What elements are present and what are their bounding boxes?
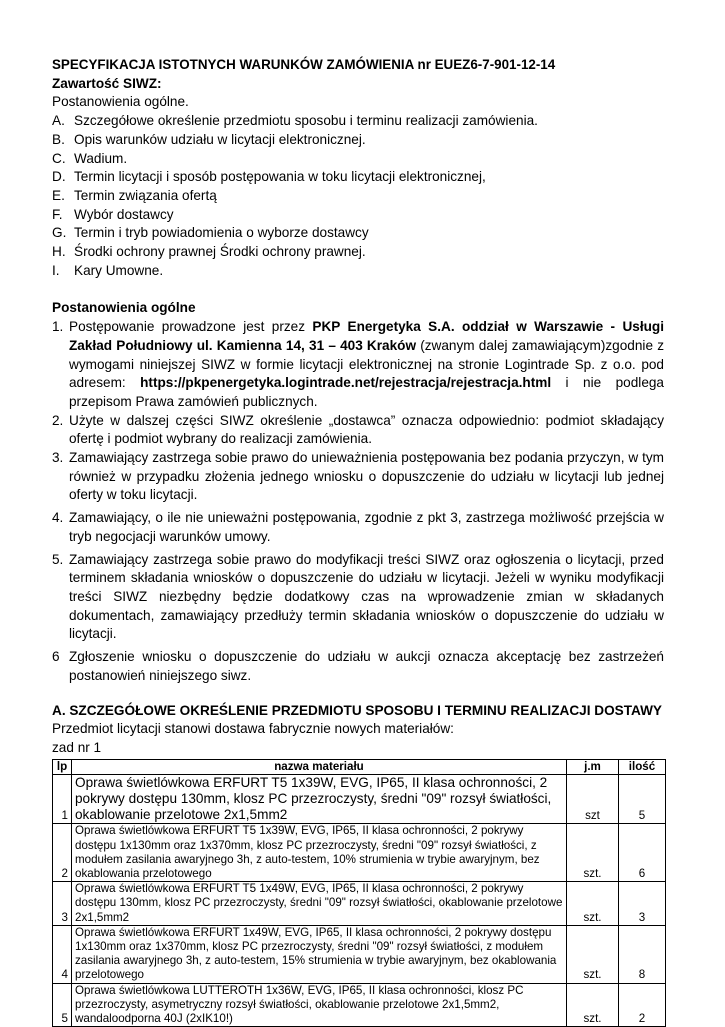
toc-text: Wadium. [74,150,128,166]
cell-name: Oprawa świetlówkowa LUTTEROTH 1x36W, EVG, IP65, II klasa ochronności, klosz PC przezroczysty, asymetryczny rozsył światłości, okablowanie przelotowe 2x1,5mm2, wandaloodporna 40J (2xIK10!) [72,983,567,1027]
document-page [52,56,664,1027]
column-header-name: nazwa materiału [72,759,567,774]
item-number: 1. [52,319,64,335]
table-row [53,983,666,1027]
item-text: Postępowanie prowadzone jest przez PKP Energetyka S.A. oddział w Warszawie - Usługi Zakład Południowy ul. Kamienna 14, 31 – 403 Kraków (zwanym dalej zamawiającym)zgodnie z wymogami niniejszej SIWZ w formie licytacji elektronicznej na stronie Logintrade Sp. z o.o. pod adresem: https://pkpenergetyka.logintrade.net/rejestracja/rejestracja.html i nie podlega przepisom Prawa zamówień publicznych. [69,319,664,409]
cell-quantity: 5 [619,774,666,824]
toc-marker: B. [52,131,65,147]
toc-text: Kary Umowne. [74,262,164,278]
general-item [52,509,664,546]
cell-name: Oprawa świetlówkowa ERFURT T5 1x39W, EVG, IP65, II klasa ochronności, 2 pokrywy dostępu 1x130mm oraz 1x370mm, klosz PC przezroczysty, średni "09" rozsył światłości, z modułem zasilania awaryjnego 3h, z auto-testem, 10% strumienia w trybie awaryjnym, bez okablowania przelotowego [72,824,567,882]
item-text: Zgłoszenie wniosku o dopuszczenie do udziału w aukcji oznacza akceptację bez zastrzeżeń postanowień niniejszego siwz. [69,649,664,683]
general-provisions-line: Postanowienia ogólne. [52,94,189,110]
toc-text: Środki ochrony prawnej Środki ochrony prawnej. [74,244,366,260]
general-item [52,318,664,412]
toc-marker: G. [52,225,67,241]
cell-name: Oprawa świetlówkowa ERFURT T5 1x49W, EVG, IP65, II klasa ochronności, 2 pokrywy dostępu 130mm, klosz PC przezroczysty, średni "09" rozsył światłości, okablowanie przelotowe 2x1,5mm2 [72,882,567,926]
toc-text: Szczegółowe określenie przedmiotu sposobu i terminu realizacji zamówienia. [74,113,538,129]
toc-item [52,131,664,150]
table-row [53,925,666,983]
toc-marker: I. [52,262,60,278]
item-text: Użyte w dalszej części SIWZ określenie „dostawca” oznacza odpowiednio: podmiot składający ofertę i podmiot wybrany do realizacji zamówienia. [69,412,664,447]
toc-item [52,206,664,225]
toc-text: Wybór dostawcy [74,206,174,222]
toc-item [52,224,664,243]
toc-marker: C. [52,150,66,166]
item-number: 2. [52,412,64,428]
general-item [52,412,664,449]
column-header-quantity: ilość [619,759,666,774]
toc-item [52,243,664,262]
cell-unit: szt [567,774,619,824]
toc-item [52,187,664,206]
toc-text: Termin związania ofertą [74,187,217,203]
table-of-contents [52,112,664,280]
toc-marker: H. [52,244,66,260]
section-a-heading: A. SZCZEGÓŁOWE OKREŚLENIE PRZEDMIOTU SPOSOBU I TERMINU REALIZACJI DOSTAWY [52,702,662,718]
cell-quantity: 8 [619,925,666,983]
cell-lp: 3 [53,882,72,926]
task-label: zad nr 1 [52,739,102,755]
cell-unit: szt. [567,983,619,1027]
item-number: 5. [52,551,64,567]
item-number: 6 [52,649,60,665]
general-item [52,449,664,505]
cell-lp: 2 [53,824,72,882]
item-number: 3. [52,450,64,466]
cell-unit: szt. [567,882,619,926]
section-a-intro: Przedmiot licytacji stanowi dostawa fabrycznie nowych materiałów: [52,721,454,737]
toc-marker: D. [52,169,66,185]
toc-text: Termin i tryb powiadomienia o wyborze dostawcy [74,225,369,241]
materials-table [52,759,666,1027]
contents-label: Zawartość SIWZ: [52,75,162,91]
toc-marker: A. [52,113,65,129]
cell-quantity: 6 [619,824,666,882]
cell-lp: 1 [53,774,72,824]
table-header-row [53,759,666,774]
cell-name: Oprawa świetlówkowa ERFURT 1x49W, EVG, IP65, II klasa ochronności, 2 pokrywy dostępu 1x130mm oraz 1x370mm, klosz PC przezroczysty, średni "09" rozsył światłości, z modułem zasilania awaryjnego 3h, z auto-testem, 15% strumienia w trybie awaryjnym, bez okablowania przelotowego [72,925,567,983]
registration-link[interactable]: https://pkpenergetyka.logintrade.net/rejestracja/rejestracja.html [140,375,552,391]
toc-text: Termin licytacji i sposób postępowania w toku licytacji elektronicznej, [74,169,486,185]
toc-item [52,168,664,187]
cell-unit: szt. [567,925,619,983]
toc-item [52,150,664,169]
toc-marker: E. [52,187,65,203]
toc-item [52,262,664,281]
table-row [53,824,666,882]
item-text: Zamawiający, o ile nie unieważni postępowania, zgodnie z pkt 3, zastrzega możliwość przejścia w tryb negocjacji warunków umowy. [69,510,664,544]
cell-quantity: 3 [619,882,666,926]
document-title: SPECYFIKACJA ISTOTNYCH WARUNKÓW ZAMÓWIENIA nr EUEZ6-7-901-12-14 [52,57,556,72]
item-text: Zamawiający zastrzega sobie prawo do unieważnienia postępowania bez podania przyczyn, w tym również w przypadku złożenia jednego wniosku o dopuszczenie do udziału w licytacji lub jednej oferty w toku licytacji. [69,450,664,503]
column-header-unit: j.m [567,759,619,774]
cell-lp: 5 [53,983,72,1027]
item-number: 4. [52,510,64,526]
general-item [52,648,664,685]
cell-unit: szt. [567,824,619,882]
cell-quantity: 2 [619,983,666,1027]
toc-text: Opis warunków udziału w licytacji elektronicznej. [74,131,366,147]
general-item [52,551,664,645]
general-heading: Postanowienia ogólne [52,300,196,316]
cell-name: Oprawa świetlówkowa ERFURT T5 1x39W, EVG, IP65, II klasa ochronności, 2 pokrywy dostępu 130mm, klosz PC przezroczysty, średni "09" rozsył światłości, okablowanie przelotowe 2x1,5mm2 [72,774,567,824]
table-row [53,774,666,824]
toc-marker: F. [52,206,63,222]
contracting-entity: PKP Energetyka S.A. oddział w Warszawie - Usługi Zakład Południowy ul. Kamienna 14, 31 – 403 Kraków [69,319,664,353]
cell-lp: 4 [53,925,72,983]
column-header-lp: lp [53,759,72,774]
item-text: Zamawiający zastrzega sobie prawo do modyfikacji treści SIWZ oraz ogłoszenia o licytacji, przed terminem składania wniosków o dopuszczenie do udziału w licytacji. Jeżeli w wyniku modyfikacji treści SIWZ niezbędny będzie dodatkowy czas na wprowadzenie zmian w składanych dokumentach, zamawiający przedłuży termin składania wniosków o dopuszczenie do udziału w licytacji. [69,551,664,642]
table-row [53,882,666,926]
toc-item [52,112,664,131]
